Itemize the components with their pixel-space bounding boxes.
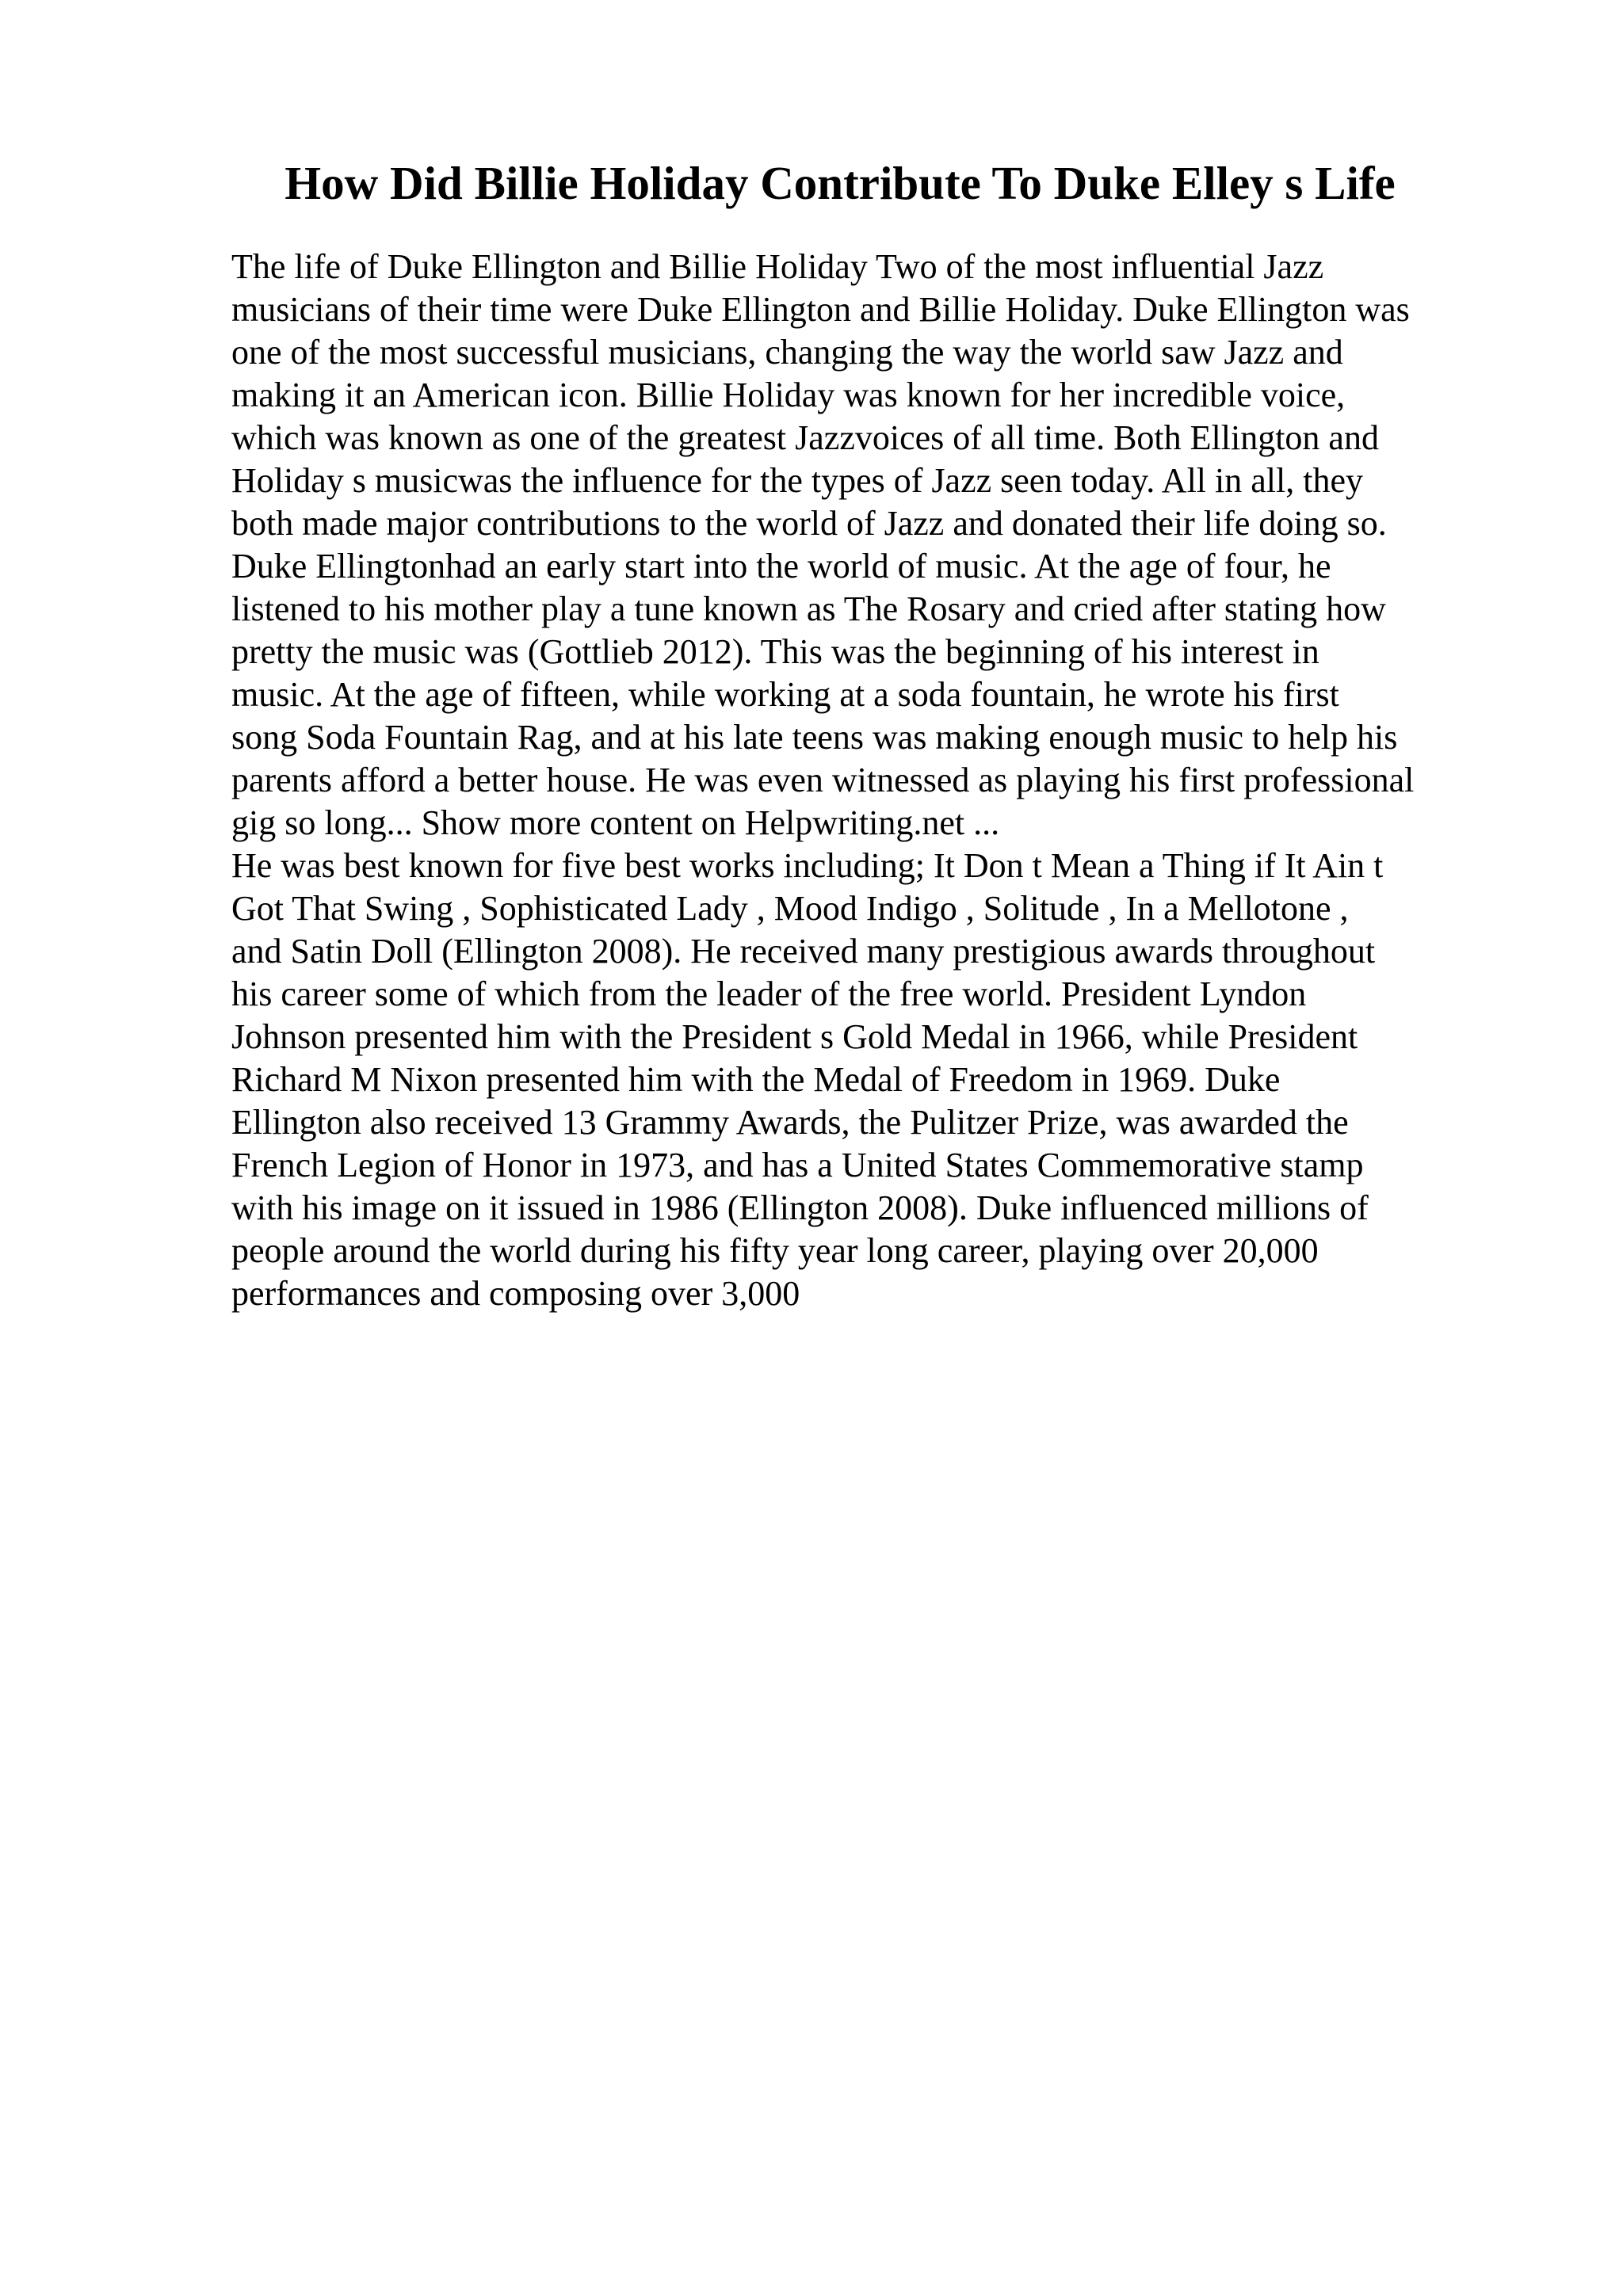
text-line: song Soda Fountain Rag, and at his late teens was making enough music to help his bbox=[231, 718, 1398, 757]
text-line: Duke Ellingtonhad an early start into the world of music. At the age of four, he bbox=[231, 547, 1331, 585]
text-line: The life of Duke Ellington and Billie Holiday Two of the most influential Jazz bbox=[231, 247, 1324, 286]
page-title: How Did Billie Holiday Contribute To Duke Elley s Life bbox=[285, 157, 1396, 209]
text-line: Johnson presented him with the President s Gold Medal in 1966, while President bbox=[231, 1017, 1358, 1056]
text-line: making it an American icon. Billie Holiday was known for her incredible voice, bbox=[231, 376, 1346, 414]
text-line: French Legion of Honor in 1973, and has a United States Commemorative stamp bbox=[231, 1146, 1364, 1184]
text-line: pretty the music was (Gottlieb 2012). This was the beginning of his interest in bbox=[231, 632, 1319, 671]
text-line: with his image on it issued in 1986 (Ellington 2008). Duke influenced millions of bbox=[231, 1188, 1369, 1227]
text-line: performances and composing over 3,000 bbox=[231, 1274, 800, 1313]
text-line: parents afford a better house. He was even witnessed as playing his first professional bbox=[231, 761, 1415, 799]
text-line: which was known as one of the greatest Jazzvoices of all time. Both Ellington and bbox=[231, 418, 1379, 457]
text-line: and Satin Doll (Ellington 2008). He received many prestigious awards throughout bbox=[231, 932, 1376, 971]
text-line: his career some of which from the leader of the free world. President Lyndon bbox=[231, 974, 1307, 1013]
text-line: both made major contributions to the world of Jazz and donated their life doing so. bbox=[231, 504, 1387, 543]
text-line: Got That Swing , Sophisticated Lady , Mood Indigo , Solitude , In a Mellotone , bbox=[231, 889, 1349, 928]
text-line: listened to his mother play a tune known as The Rosary and cried after stating how bbox=[231, 589, 1386, 628]
text-line: He was best known for five best works including; It Don t Mean a Thing if It Ain t bbox=[231, 846, 1384, 885]
text-line: Holiday s musicwas the influence for the types of Jazz seen today. All in all, they bbox=[231, 461, 1363, 500]
text-line: musicians of their time were Duke Ellington and Billie Holiday. Duke Ellington was bbox=[231, 290, 1410, 329]
text-line: Richard M Nixon presented him with the Medal of Freedom in 1969. Duke bbox=[231, 1060, 1281, 1099]
text-line: one of the most successful musicians, changing the way the world saw Jazz and bbox=[231, 333, 1343, 372]
text-line: people around the world during his fifty year long career, playing over 20,000 bbox=[231, 1231, 1319, 1270]
text-line: music. At the age of fifteen, while working at a soda fountain, he wrote his first bbox=[231, 675, 1339, 714]
body-text bbox=[231, 246, 1515, 1315]
text-line: gig so long... Show more content on Helpwriting.net ... bbox=[231, 803, 1000, 842]
text-line: Ellington also received 13 Grammy Awards, the Pulitzer Prize, was awarded the bbox=[231, 1103, 1349, 1142]
